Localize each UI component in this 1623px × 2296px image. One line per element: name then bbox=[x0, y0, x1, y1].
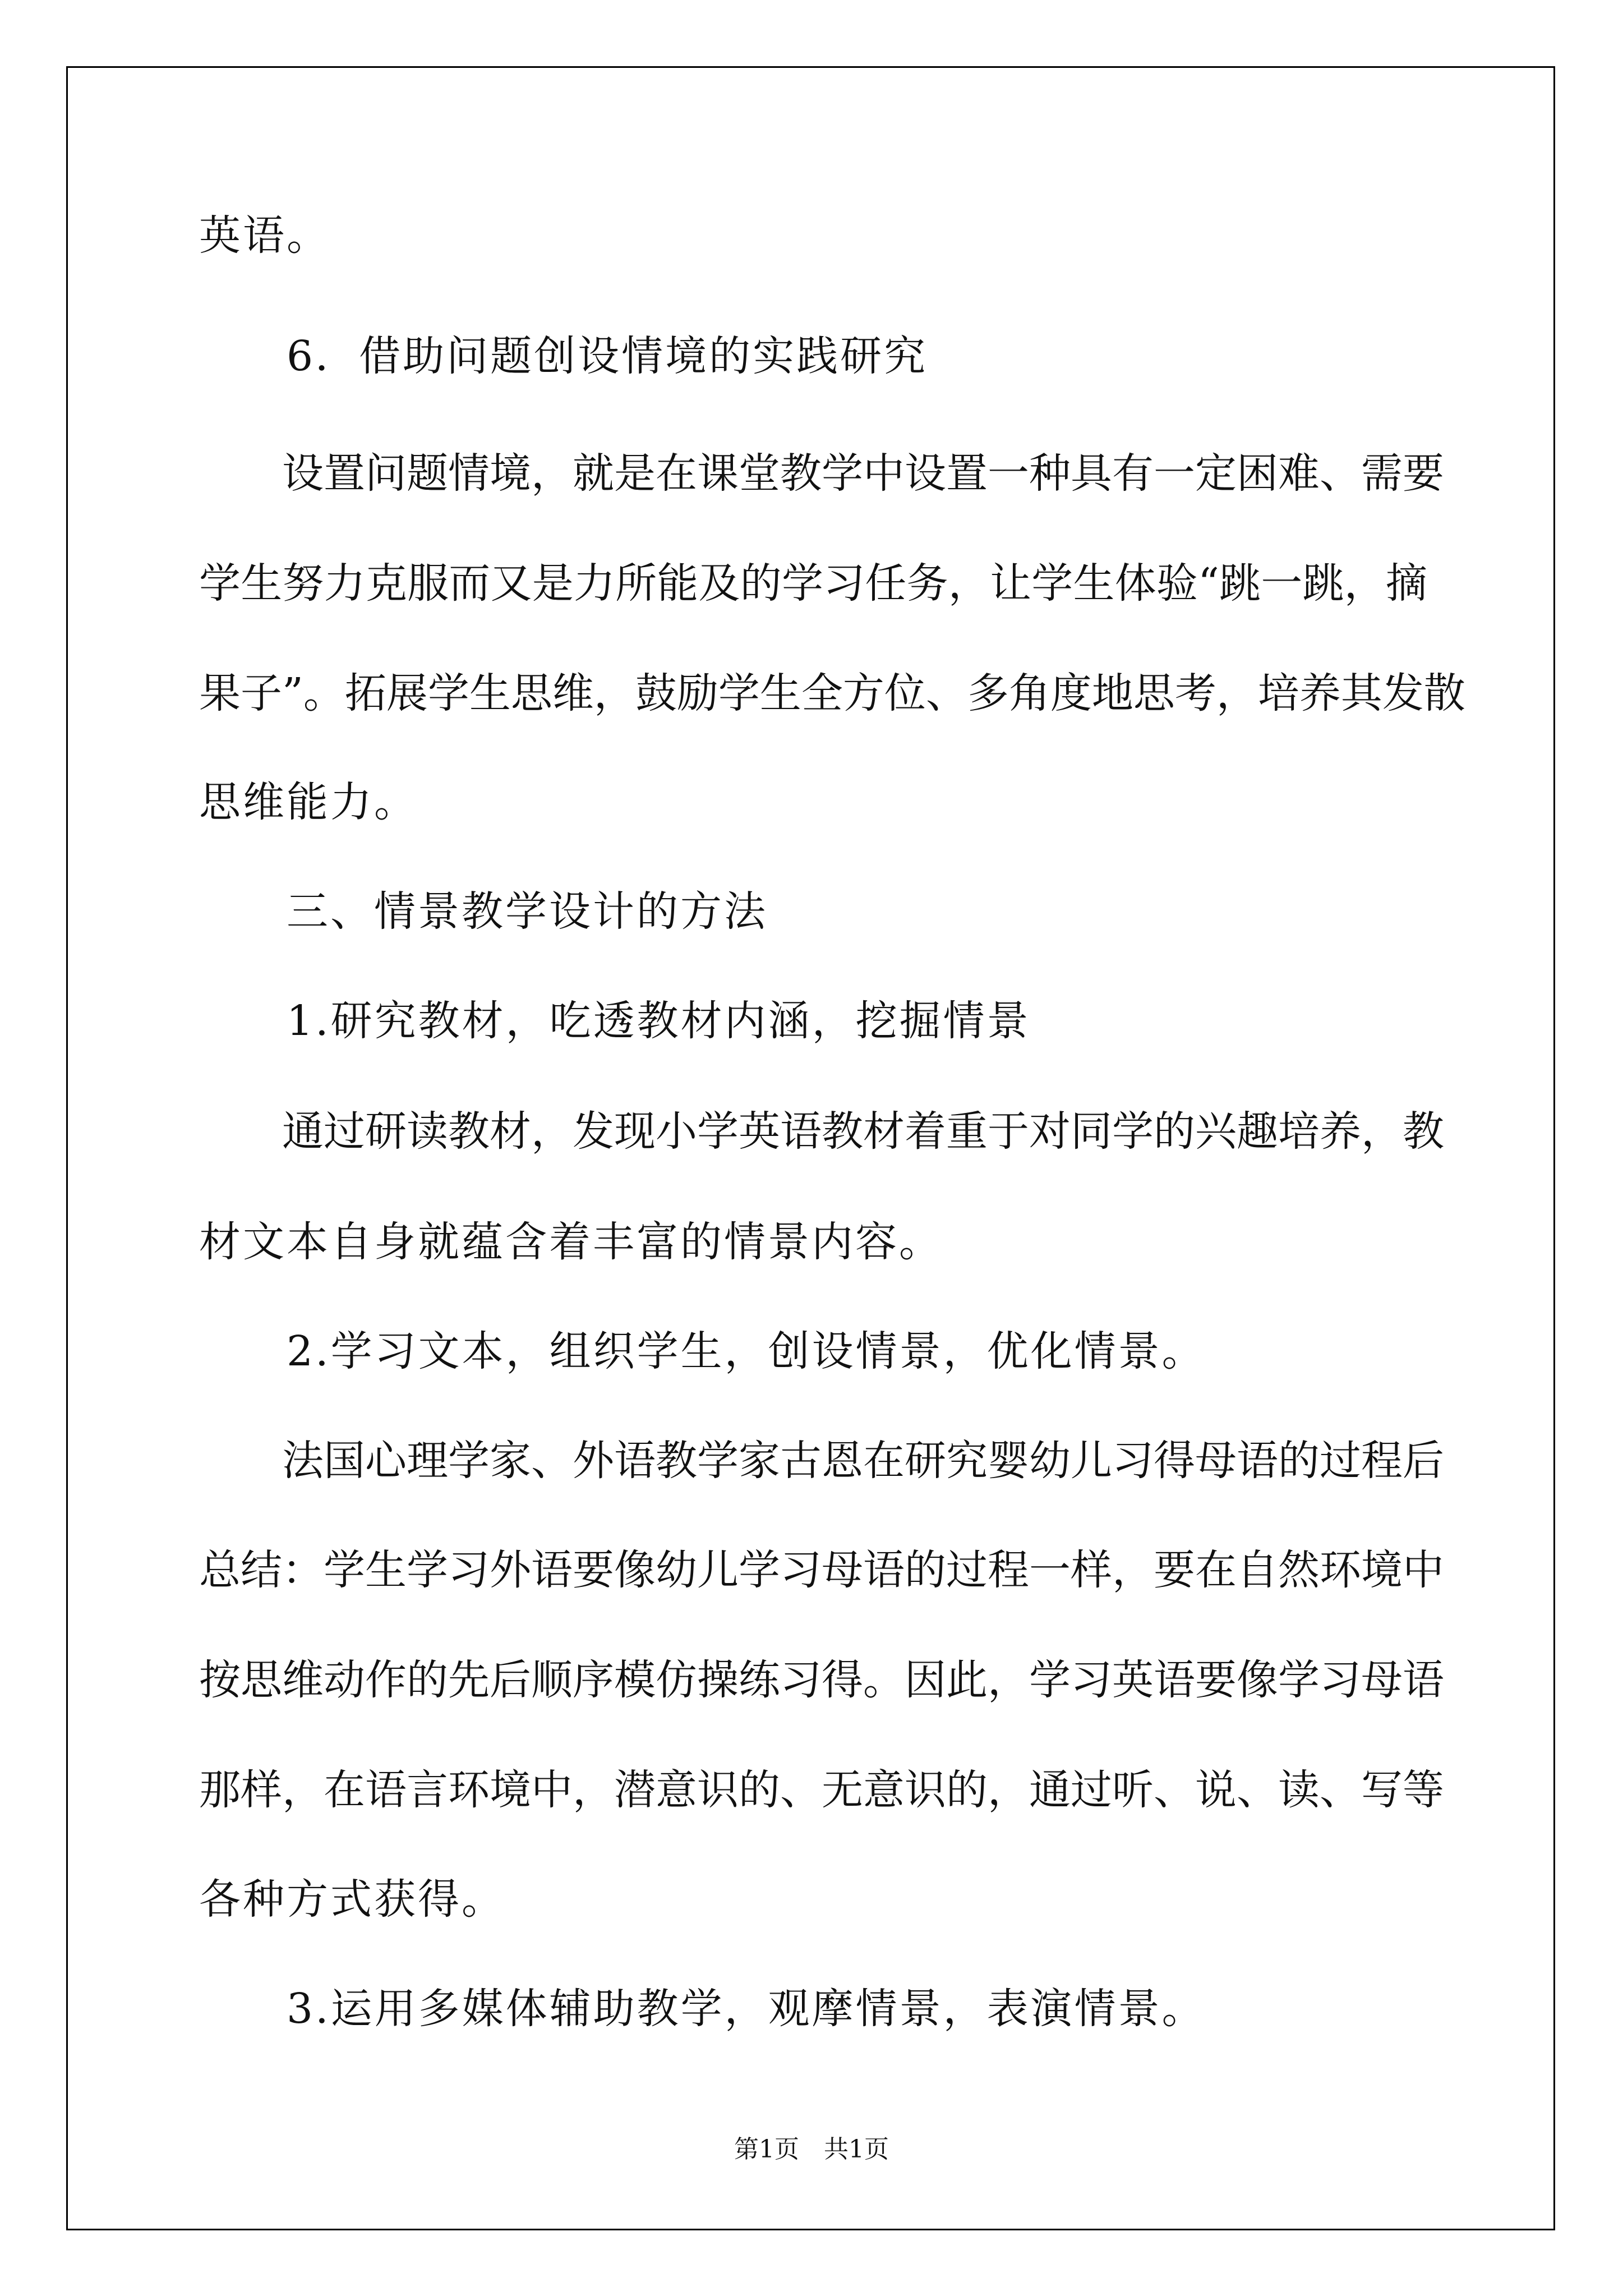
text-line: 各种方式获得。 bbox=[199, 1875, 505, 1924]
text-line: 设置问题情境，就是在课堂教学中设置一种具有一定困难、需要 bbox=[199, 449, 1444, 498]
text-line: 总结：学生学习外语要像幼儿学习母语的过程一样，要在自然环境中 bbox=[199, 1546, 1444, 1594]
text-line: 材文本自身就蕴含着丰富的情景内容。 bbox=[199, 1218, 943, 1266]
section-heading: 1.研究教材，吃透教材内涵，挖掘情景 bbox=[199, 997, 1031, 1045]
text-line: 通过研读教材，发现小学英语教材着重于对同学的兴趣培养，教 bbox=[199, 1107, 1444, 1156]
text-line: 按思维动作的先后顺序模仿操练习得。因此，学习英语要像学习母语 bbox=[199, 1656, 1444, 1704]
section-heading: 2.学习文本，组织学生，创设情景，优化情景。 bbox=[199, 1327, 1206, 1375]
text-line: 思维能力。 bbox=[199, 778, 418, 826]
section-heading: 6．借助问题创设情境的实践研究 bbox=[199, 332, 928, 380]
text-line: 英语。 bbox=[199, 211, 330, 260]
section-heading: 3.运用多媒体辅助教学，观摩情景，表演情景。 bbox=[199, 1985, 1206, 2033]
page-number: 第1页 共1页 bbox=[734, 2135, 889, 2164]
text-line: 学生努力克服而又是力所能及的学习任务，让学生体验“跳一跳，摘 bbox=[199, 559, 1427, 608]
section-heading: 三、情景教学设计的方法 bbox=[199, 887, 768, 936]
text-line: 法国心理学家、外语教学家古恩在研究婴幼儿习得母语的过程后 bbox=[199, 1437, 1444, 1485]
text-line: 果子”。拓展学生思维，鼓励学生全方位、多角度地思考，培养其发散 bbox=[199, 669, 1465, 717]
text-line: 那样，在语言环境中，潜意识的、无意识的，通过听、说、读、写等 bbox=[199, 1766, 1444, 1814]
